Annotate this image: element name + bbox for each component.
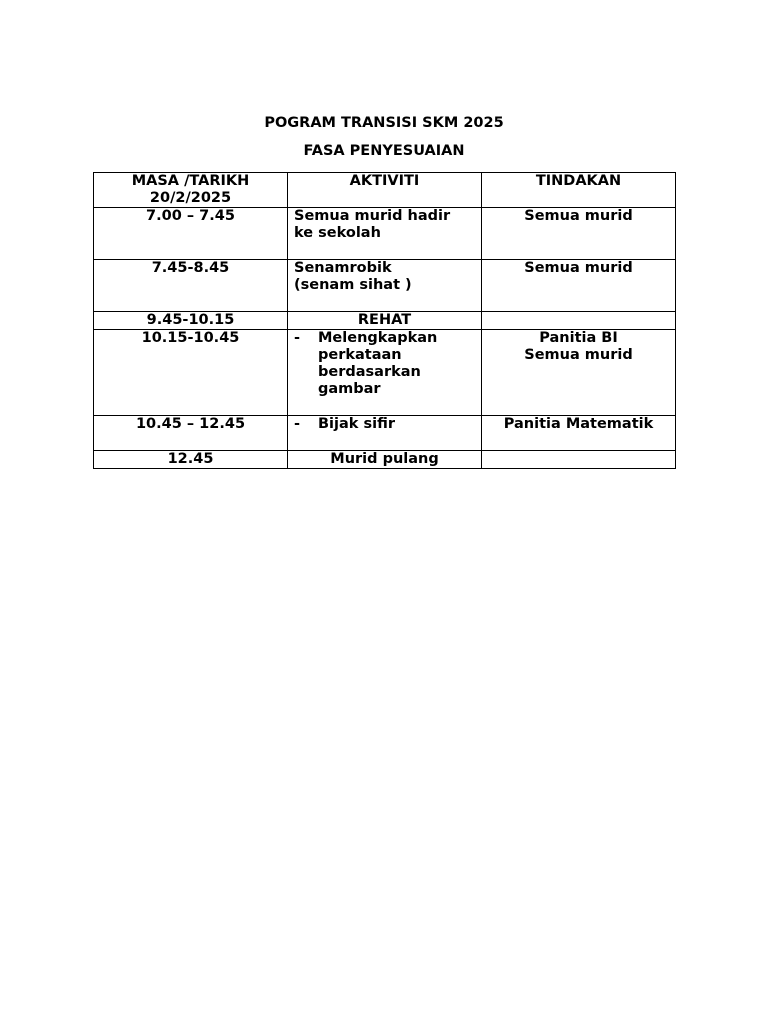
- aktiviti-line: (senam sihat ): [294, 277, 412, 293]
- bullet-dash: -: [294, 330, 301, 346]
- cell-masa: 9.45-10.15: [94, 312, 288, 330]
- header-aktiviti: AKTIVITI: [288, 173, 482, 208]
- header-masa-label: MASA /TARIKH: [131, 173, 250, 189]
- table-row: [94, 416, 676, 451]
- tindakan-line: Semua murid: [524, 208, 633, 224]
- aktiviti-line: Murid pulang: [330, 451, 439, 467]
- cell-tindakan: [482, 416, 676, 451]
- bullet-text: [318, 416, 475, 433]
- aktiviti-line: Semua murid hadir: [294, 208, 451, 224]
- bullet-item: [294, 330, 475, 398]
- cell-tindakan: [482, 451, 676, 469]
- tindakan-line: Panitia Matematik: [503, 416, 654, 432]
- cell-masa: 12.45: [94, 451, 288, 469]
- cell-masa: 7.00 – 7.45: [94, 208, 288, 260]
- bullet-item: [294, 416, 475, 433]
- cell-aktiviti: [288, 208, 482, 260]
- cell-masa: 10.15-10.45: [94, 330, 288, 416]
- cell-aktiviti: [288, 451, 482, 469]
- aktiviti-line: Senamrobik: [294, 260, 392, 276]
- aktiviti-line: gambar: [318, 381, 381, 397]
- tindakan-line: Panitia BI: [539, 330, 618, 346]
- bullet-text: [318, 330, 475, 398]
- cell-aktiviti: [288, 312, 482, 330]
- cell-masa: 7.45-8.45: [94, 260, 288, 312]
- cell-aktiviti: [288, 330, 482, 416]
- table-row: [94, 451, 676, 469]
- tindakan-line: Semua murid: [524, 260, 633, 276]
- bullet-dash: -: [294, 416, 301, 432]
- cell-tindakan: [482, 260, 676, 312]
- cell-aktiviti: [288, 416, 482, 451]
- document-title: POGRAM TRANSISI SKM 2025: [264, 115, 504, 131]
- schedule-table: [93, 172, 676, 469]
- header-masa-tarikh: [94, 173, 288, 208]
- table-row: [94, 312, 676, 330]
- tindakan-line: Semua murid: [524, 347, 633, 363]
- cell-masa: 10.45 – 12.45: [94, 416, 288, 451]
- aktiviti-line: perkataan: [318, 347, 402, 363]
- table-header-row: [94, 173, 676, 208]
- cell-aktiviti: [288, 260, 482, 312]
- header-tindakan: TINDAKAN: [482, 173, 676, 208]
- aktiviti-line: berdasarkan: [318, 364, 421, 380]
- header-tarikh-date: 20/2/2025: [149, 190, 232, 206]
- aktiviti-line: REHAT: [357, 312, 412, 328]
- table-row: [94, 260, 676, 312]
- table-row: [94, 208, 676, 260]
- cell-tindakan: [482, 208, 676, 260]
- cell-tindakan: [482, 312, 676, 330]
- document-subtitle: FASA PENYESUAIAN: [303, 143, 465, 159]
- aktiviti-line: Bijak sifir: [318, 416, 395, 432]
- aktiviti-line: Melengkapkan: [318, 330, 438, 346]
- cell-tindakan: [482, 330, 676, 416]
- table-row: [94, 330, 676, 416]
- aktiviti-line: ke sekolah: [294, 225, 381, 241]
